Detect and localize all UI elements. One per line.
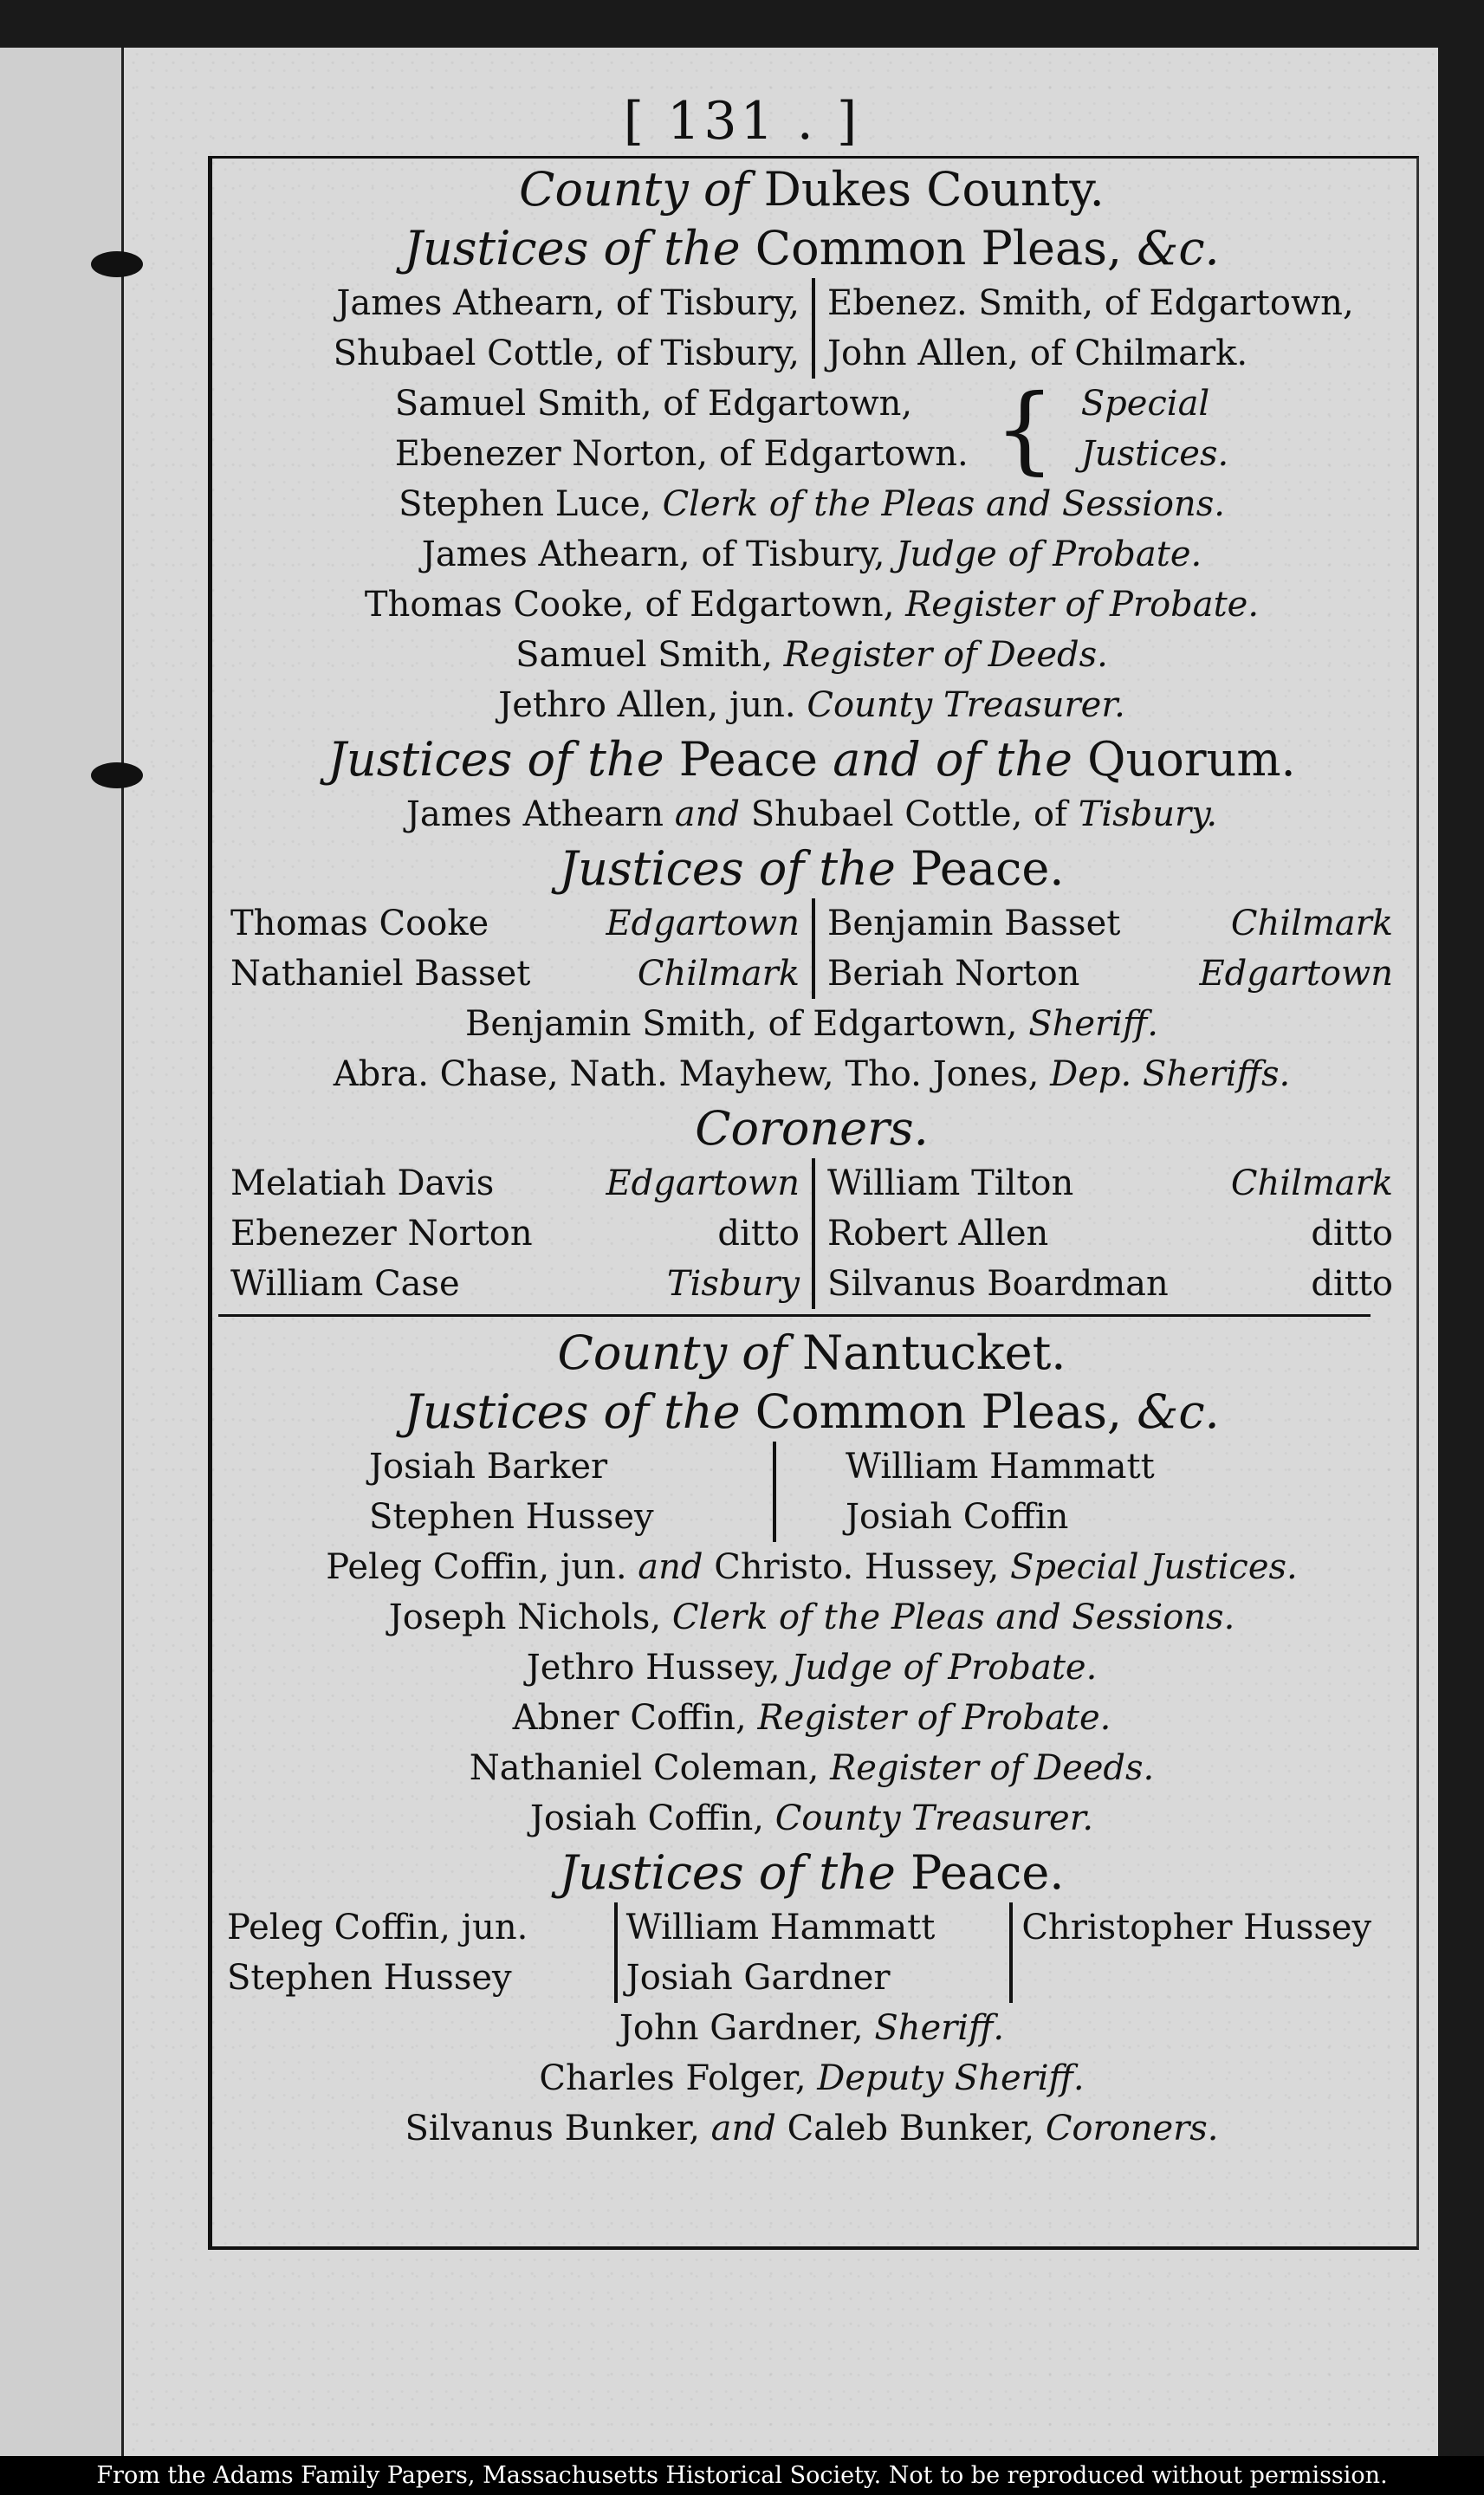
page-content [218,160,1405,2154]
special-justices [218,373,1405,484]
heading-common-pleas: Justices of the Common Pleas, &c. [404,221,1220,275]
heading-justices-of-the-peace: Justices of the Peace. [559,1845,1065,1900]
justices-column [614,1902,1010,2003]
coroner-entry: William Tilton Chilmark [827,1163,1393,1203]
quorum-justices: James Athearn and Shubael Cottle, of Tisbury. [405,794,1218,834]
coroners-column [218,1158,812,1309]
brace-glyph: { [994,373,1055,484]
deputy-sheriffs-entry: Abra. Chase, Nath. Mayhew, Tho. Jones, Dep. Sheriffs. [333,1054,1291,1094]
binding-stitch-mark [91,251,143,277]
coroner-entry: Silvanus Boardman ditto [827,1264,1393,1304]
officer-entry: Josiah Coffin, County Treasurer. [529,1798,1094,1838]
justices-column [812,898,1405,999]
officer-entry: Samuel Smith, Register of Deeds. [515,635,1108,675]
justice-entry: Josiah Gardner [625,1958,891,1998]
officer-entry: Jethro Hussey, Judge of Probate. [526,1648,1098,1688]
justices-column [773,1442,1189,1542]
special-justices-label: Special Justices. [1080,384,1229,474]
coroners-entry: Silvanus Bunker, and Caleb Bunker, Coroners. [405,2109,1219,2148]
copyright-footer: From the Adams Family Papers, Massachusetts Historical Society. Not to be reproduced without permission. [0,2456,1484,2495]
coroner-entry: Ebenezer Norton ditto [230,1214,800,1254]
facing-page-edge [0,48,124,2456]
special-justices: Peleg Coffin, jun. and Christo. Hussey, Special Justices. [326,1547,1298,1587]
coroners-column [812,1158,1405,1309]
justice-entry: William Hammatt [846,1447,1155,1487]
special-justices-names: Samuel Smith, of Edgartown, Ebenezer Norton, of Edgartown. [394,384,969,474]
coroners-list [218,1158,1405,1309]
justices-column [812,278,1405,379]
justice-entry: Thomas Cooke Edgartown [230,904,800,943]
officer-entry: Joseph Nichols, Clerk of the Pleas and Sessions. [388,1597,1235,1637]
officer-entry: James Athearn, of Tisbury, Judge of Probate. [421,535,1202,574]
sheriff-entry: Benjamin Smith, of Edgartown, Sheriff. [464,1004,1159,1044]
section-divider [218,1314,1371,1317]
county-title-dukes: County of Dukes County. [519,162,1105,217]
justice-entry: Peleg Coffin, jun. [227,1908,528,1947]
justice-entry: Beriah Norton Edgartown [827,954,1393,994]
justices-column [218,1902,614,2003]
justice-entry: James Athearn, of Tisbury, [336,283,800,323]
justice-entry: Stephen Hussey [369,1497,654,1537]
justice-entry: Josiah Coffin [846,1497,1069,1537]
officer-entry: Stephen Luce, Clerk of the Pleas and Sessions. [399,484,1225,524]
page-number: [ 131 . ] [623,91,861,152]
justice-entry: Shubael Cottle, of Tisbury, [333,334,800,373]
heading-common-pleas: Justices of the Common Pleas, &c. [404,1384,1220,1439]
justice-entry: William Hammatt [625,1908,936,1947]
coroner-entry: Melatiah Davis Edgartown [230,1163,800,1203]
common-pleas-justices [357,1442,1189,1542]
justices-column [357,1442,773,1542]
heading-coroners: Coroners. [695,1101,929,1156]
common-pleas-justices [218,278,1405,379]
justice-entry: Nathaniel Basset Chilmark [230,954,800,994]
justices-of-the-peace [218,898,1405,999]
justices-column [1009,1902,1405,2003]
officer-entry: Thomas Cooke, of Edgartown, Register of Probate. [364,585,1260,625]
sheriff-entry: John Gardner, Sheriff. [619,2008,1005,2048]
heading-justices-of-the-peace: Justices of the Peace. [559,841,1065,896]
heading-quorum: Justices of the Peace and of the Quorum. [327,732,1296,787]
coroner-entry: Robert Allen ditto [827,1214,1393,1254]
binding-stitch-mark [91,762,143,788]
justice-entry: Christopher Hussey [1021,1908,1372,1947]
justice-entry: Josiah Barker [369,1447,608,1487]
officer-entry: Jethro Allen, jun. County Treasurer. [498,685,1125,725]
justice-entry: Ebenez. Smith, of Edgartown, [827,283,1354,323]
officer-entry: Nathaniel Coleman, Register of Deeds. [469,1748,1155,1788]
justice-entry: Stephen Hussey [227,1958,512,1998]
officer-entry: Abner Coffin, Register of Probate. [512,1698,1111,1738]
justice-entry: Benjamin Basset Chilmark [827,904,1393,943]
justices-of-the-peace [218,1902,1405,2003]
justice-entry: John Allen, of Chilmark. [827,334,1248,373]
coroner-entry: William Case Tisbury [230,1264,800,1304]
county-title-nantucket: County of Nantucket. [557,1325,1066,1380]
deputy-sheriff-entry: Charles Folger, Deputy Sheriff. [539,2058,1085,2098]
justices-column [218,278,812,379]
justices-column [218,898,812,999]
